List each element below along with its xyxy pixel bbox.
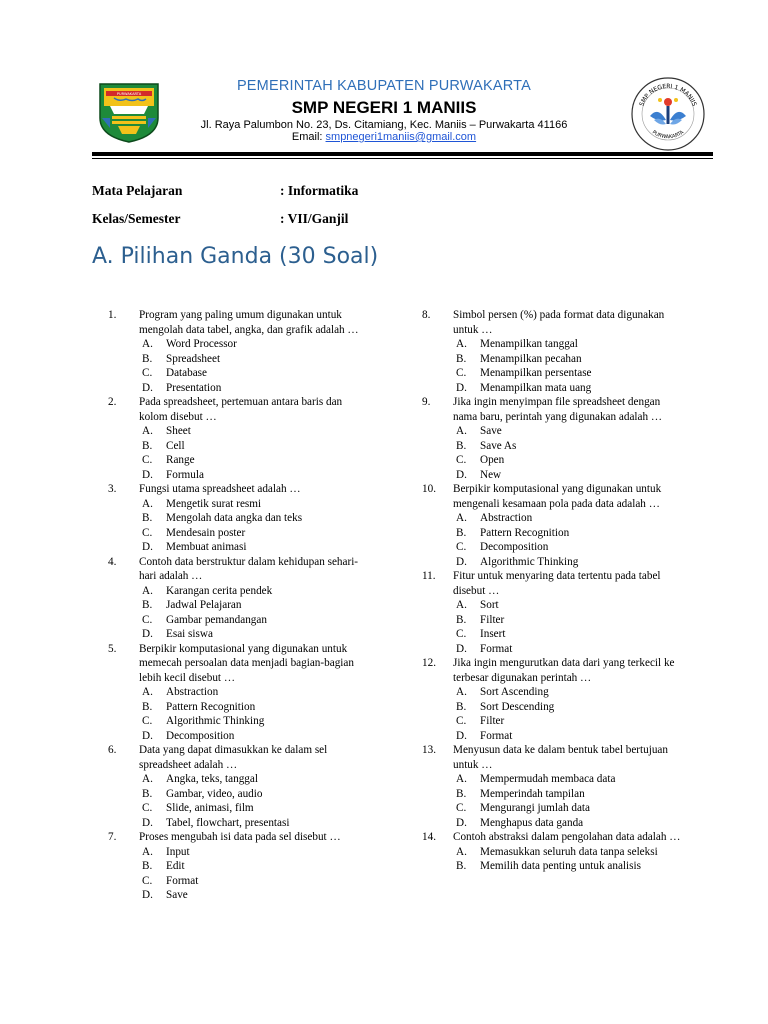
- answer-option: [422, 613, 684, 628]
- option-text: Pattern Recognition: [480, 526, 570, 539]
- answer-option: [422, 642, 684, 657]
- option-text: Format: [480, 729, 513, 742]
- option-letter: A.: [142, 845, 153, 858]
- option-letter: D.: [142, 729, 153, 742]
- answer-option: [108, 729, 370, 744]
- question-item: [422, 743, 684, 830]
- answer-option: [422, 526, 684, 541]
- option-text: Menampilkan persentase: [480, 367, 592, 379]
- option-letter: B.: [142, 512, 153, 524]
- answer-option: [108, 845, 370, 860]
- option-letter: C.: [456, 628, 467, 640]
- question-item: [108, 555, 370, 642]
- option-letter: B.: [456, 787, 467, 800]
- question-text: Berpikir komputasional yang digunakan untuk memecah persoalan data menjadi bagian-bagian lebih kecil disebut …: [139, 642, 354, 684]
- option-letter: A.: [456, 845, 467, 858]
- option-text: Esai siswa: [166, 628, 213, 640]
- option-text: Membuat animasi: [166, 541, 247, 553]
- answer-option: [108, 816, 370, 831]
- option-letter: D.: [142, 468, 153, 481]
- question-number: 10.: [422, 483, 436, 495]
- option-letter: C.: [142, 613, 153, 626]
- question-number: 6.: [108, 744, 117, 756]
- question-text: Contoh data berstruktur dalam kehidupan sehari-hari adalah …: [139, 555, 359, 582]
- answer-option: [108, 540, 370, 555]
- answer-option: [422, 555, 684, 570]
- answer-option: [422, 714, 684, 729]
- question-text: Data yang dapat dimasukkan ke dalam sel spreadsheet adalah …: [139, 744, 328, 771]
- option-text: Spreadsheet: [166, 352, 221, 365]
- option-text: Memasukkan seluruh data tanpa seleksi: [480, 845, 658, 858]
- option-letter: B.: [456, 700, 467, 713]
- option-letter: A.: [142, 773, 153, 785]
- option-text: Memperindah tampilan: [480, 787, 585, 800]
- option-text: Mengetik surat resmi: [166, 497, 262, 510]
- answer-option: [108, 381, 370, 396]
- government-name: PEMERINTAH KABUPATEN PURWAKARTA: [236, 78, 532, 94]
- question-text: Contoh abstraksi dalam pengolahan data adalah …: [453, 831, 681, 843]
- option-text: Angka, teks, tanggal: [166, 773, 258, 785]
- option-text: Cell: [166, 439, 185, 452]
- question-text: Fungsi utama spreadsheet adalah …: [139, 483, 301, 495]
- option-text: Decomposition: [166, 729, 235, 742]
- option-text: Menampilkan tanggal: [480, 338, 578, 350]
- question-item: [108, 482, 370, 555]
- question-number: 9.: [422, 396, 431, 408]
- option-text: Decomposition: [480, 541, 549, 553]
- option-text: Save: [480, 425, 502, 437]
- school-address: Jl. Raya Palumbon No. 23, Ds. Citamiang, Kec. Maniis – Purwakarta 41166: [200, 119, 568, 131]
- option-letter: C.: [142, 874, 153, 887]
- answer-option: [422, 816, 684, 831]
- option-text: Abstraction: [166, 686, 219, 698]
- question-item: [108, 308, 370, 395]
- option-text: Jadwal Pelajaran: [166, 599, 242, 611]
- option-letter: D.: [142, 628, 153, 640]
- answer-option: [422, 540, 684, 555]
- answer-option: [422, 801, 684, 816]
- answer-option: [108, 424, 370, 439]
- option-text: Presentation: [166, 381, 222, 394]
- question-text: Program yang paling umum digunakan untuk mengolah data tabel, angka, dan grafik adalah …: [139, 309, 359, 336]
- option-text: Pattern Recognition: [166, 700, 256, 713]
- option-text: Save As: [480, 439, 517, 452]
- option-letter: D.: [142, 889, 153, 901]
- option-letter: D.: [142, 541, 153, 553]
- question-text: Jika ingin mengurutkan data dari yang terkecil ke terbesar digunakan perintah …: [453, 657, 675, 684]
- option-letter: B.: [142, 860, 153, 872]
- class-value: : VII/Ganjil: [280, 211, 349, 226]
- option-letter: A.: [142, 686, 153, 698]
- option-text: Algorithmic Thinking: [166, 715, 265, 727]
- question-item: [422, 308, 684, 395]
- option-text: Sort Ascending: [480, 686, 549, 698]
- option-letter: A.: [456, 686, 467, 698]
- subject-value: : Informatika: [280, 183, 359, 198]
- answer-option: [108, 888, 370, 903]
- option-text: Format: [480, 642, 513, 655]
- question-text: Pada spreadsheet, pertemuan antara baris dan kolom disebut …: [139, 396, 343, 423]
- email-link[interactable]: smpnegeri1maniis@gmail.com: [325, 131, 477, 143]
- option-letter: B.: [142, 700, 153, 713]
- question-number: 11.: [422, 570, 436, 582]
- answer-option: [108, 584, 370, 599]
- option-letter: C.: [456, 454, 467, 466]
- option-text: Database: [166, 367, 207, 379]
- option-letter: B.: [456, 613, 467, 626]
- answer-option: [422, 700, 684, 715]
- questions-right-column: [422, 308, 684, 874]
- question-item: [108, 642, 370, 744]
- emblem-top-text: SMP NEGERI 1 MANIIS: [638, 82, 698, 108]
- question-item: [422, 569, 684, 656]
- purwakarta-regency-logo: [96, 78, 162, 144]
- option-letter: C.: [142, 715, 153, 727]
- option-text: Format: [166, 874, 199, 887]
- option-text: Mempermudah membaca data: [480, 773, 616, 785]
- subject-label: Mata Pelajaran: [92, 183, 183, 198]
- answer-option: [108, 627, 370, 642]
- question-number: 3.: [108, 483, 117, 495]
- answer-option: [108, 700, 370, 715]
- answer-option: [108, 511, 370, 526]
- header-rule-thick: [92, 152, 713, 156]
- question-text: Fitur untuk menyaring data tertentu pada tabel disebut …: [453, 570, 661, 597]
- option-text: Filter: [480, 613, 505, 626]
- option-text: Gambar pemandangan: [166, 613, 267, 626]
- answer-option: [108, 366, 370, 381]
- option-letter: B.: [456, 439, 467, 452]
- school-emblem-logo: [630, 76, 706, 152]
- option-letter: D.: [456, 816, 467, 829]
- question-number: 13.: [422, 744, 436, 756]
- option-letter: B.: [456, 526, 467, 539]
- emblem-bottom-text: PURWAKARTA: [650, 129, 685, 141]
- option-text: Algorithmic Thinking: [480, 555, 579, 568]
- option-letter: A.: [456, 599, 467, 611]
- answer-option: [108, 526, 370, 541]
- option-letter: D.: [142, 381, 153, 394]
- question-number: 4.: [108, 555, 117, 568]
- option-text: Abstraction: [480, 512, 533, 524]
- answer-option: [422, 337, 684, 352]
- answer-option: [108, 468, 370, 483]
- question-item: [422, 482, 684, 569]
- question-item: [108, 830, 370, 903]
- option-letter: A.: [142, 497, 153, 510]
- option-letter: D.: [456, 642, 467, 655]
- answer-option: [108, 352, 370, 367]
- option-text: Slide, animasi, film: [166, 802, 254, 814]
- header-rule-thin: [92, 158, 713, 159]
- answer-option: [108, 337, 370, 352]
- option-text: Mendesain poster: [166, 526, 246, 539]
- option-text: Sort Descending: [480, 700, 555, 713]
- answer-option: [422, 685, 684, 700]
- answer-option: [108, 439, 370, 454]
- option-text: Save: [166, 889, 188, 901]
- answer-option: [422, 468, 684, 483]
- answer-option: [108, 801, 370, 816]
- option-letter: A.: [142, 584, 153, 597]
- option-letter: D.: [456, 729, 467, 742]
- option-letter: A.: [142, 425, 153, 437]
- option-text: Open: [480, 454, 505, 466]
- answer-option: [108, 685, 370, 700]
- option-letter: B.: [142, 787, 153, 800]
- answer-option: [422, 511, 684, 526]
- option-letter: D.: [456, 468, 467, 481]
- option-letter: B.: [142, 439, 153, 452]
- option-text: Edit: [166, 860, 185, 872]
- option-letter: A.: [456, 512, 467, 524]
- answer-option: [108, 497, 370, 512]
- option-letter: D.: [456, 381, 467, 394]
- answer-option: [108, 714, 370, 729]
- option-letter: B.: [456, 352, 467, 365]
- answer-option: [108, 787, 370, 802]
- option-text: Menghapus data ganda: [480, 816, 584, 829]
- logo-banner-text: PURWAKARTA: [116, 92, 142, 96]
- answer-option: [422, 439, 684, 454]
- option-text: Menampilkan pecahan: [480, 352, 582, 365]
- option-letter: D.: [456, 555, 467, 568]
- option-letter: D.: [142, 816, 153, 829]
- option-text: Menampilkan mata uang: [480, 381, 592, 394]
- answer-option: [108, 772, 370, 787]
- answer-option: [422, 859, 684, 874]
- answer-option: [422, 453, 684, 468]
- class-label: Kelas/Semester: [92, 211, 181, 226]
- option-letter: A.: [456, 773, 467, 785]
- question-number: 1.: [108, 309, 117, 321]
- option-letter: C.: [456, 367, 467, 379]
- option-letter: C.: [142, 526, 153, 539]
- option-letter: C.: [142, 454, 153, 466]
- question-number: 14.: [422, 831, 436, 843]
- option-letter: C.: [456, 541, 467, 553]
- question-item: [422, 830, 684, 874]
- option-letter: A.: [142, 338, 153, 350]
- option-text: Mengolah data angka dan teks: [166, 512, 303, 524]
- answer-option: [108, 598, 370, 613]
- school-email-line: [170, 131, 598, 143]
- answer-option: [108, 859, 370, 874]
- question-item: [422, 395, 684, 482]
- option-letter: B.: [456, 860, 467, 872]
- option-letter: C.: [456, 802, 467, 814]
- answer-option: [422, 352, 684, 367]
- question-number: 2.: [108, 396, 117, 408]
- answer-option: [422, 772, 684, 787]
- option-letter: B.: [142, 599, 153, 611]
- answer-option: [422, 627, 684, 642]
- question-number: 12.: [422, 657, 436, 669]
- option-text: New: [480, 468, 502, 481]
- answer-option: [422, 366, 684, 381]
- option-letter: C.: [142, 802, 153, 814]
- answer-option: [422, 729, 684, 744]
- option-text: Mengurangi jumlah data: [480, 802, 590, 814]
- option-text: Memilih data penting untuk analisis: [480, 860, 641, 872]
- option-text: Formula: [166, 468, 204, 481]
- school-name: SMP NEGERI 1 MANIIS: [291, 98, 477, 117]
- answer-option: [108, 453, 370, 468]
- option-letter: A.: [456, 425, 467, 437]
- question-text: Berpikir komputasional yang digunakan untuk mengenali kesamaan pola pada data adalah …: [453, 483, 662, 510]
- answer-option: [422, 381, 684, 396]
- questions-left-column: [108, 308, 370, 903]
- question-number: 5.: [108, 642, 117, 655]
- option-text: Sheet: [166, 425, 191, 437]
- option-letter: C.: [456, 715, 467, 727]
- option-text: Range: [166, 454, 195, 466]
- answer-option: [422, 845, 684, 860]
- option-letter: C.: [142, 367, 153, 379]
- answer-option: [108, 613, 370, 628]
- question-item: [108, 395, 370, 482]
- answer-option: [108, 874, 370, 889]
- option-text: Karangan cerita pendek: [166, 584, 273, 597]
- option-text: Insert: [480, 628, 506, 640]
- question-number: 8.: [422, 309, 431, 321]
- answer-option: [422, 424, 684, 439]
- option-text: Gambar, video, audio: [166, 787, 263, 800]
- question-text: Simbol persen (%) pada format data digunakan untuk …: [453, 309, 665, 336]
- question-item: [422, 656, 684, 743]
- option-letter: A.: [456, 338, 467, 350]
- answer-option: [422, 787, 684, 802]
- option-text: Sort: [480, 599, 499, 611]
- answer-option: [422, 598, 684, 613]
- question-number: 7.: [108, 831, 117, 843]
- option-text: Word Processor: [166, 338, 237, 350]
- option-letter: B.: [142, 352, 153, 365]
- email-label: Email:: [291, 131, 326, 143]
- question-item: [108, 743, 370, 830]
- question-text: Menyusun data ke dalam bentuk tabel bertujuan untuk …: [453, 744, 668, 771]
- question-text: Proses mengubah isi data pada sel disebut …: [139, 831, 341, 843]
- option-text: Filter: [480, 715, 505, 727]
- section-title: A. Pilihan Ganda (30 Soal): [92, 244, 379, 269]
- option-text: Input: [166, 845, 190, 858]
- option-text: Tabel, flowchart, presentasi: [166, 816, 290, 829]
- question-text: Jika ingin menyimpan file spreadsheet dengan nama baru, perintah yang digunakan adalah …: [453, 396, 663, 423]
